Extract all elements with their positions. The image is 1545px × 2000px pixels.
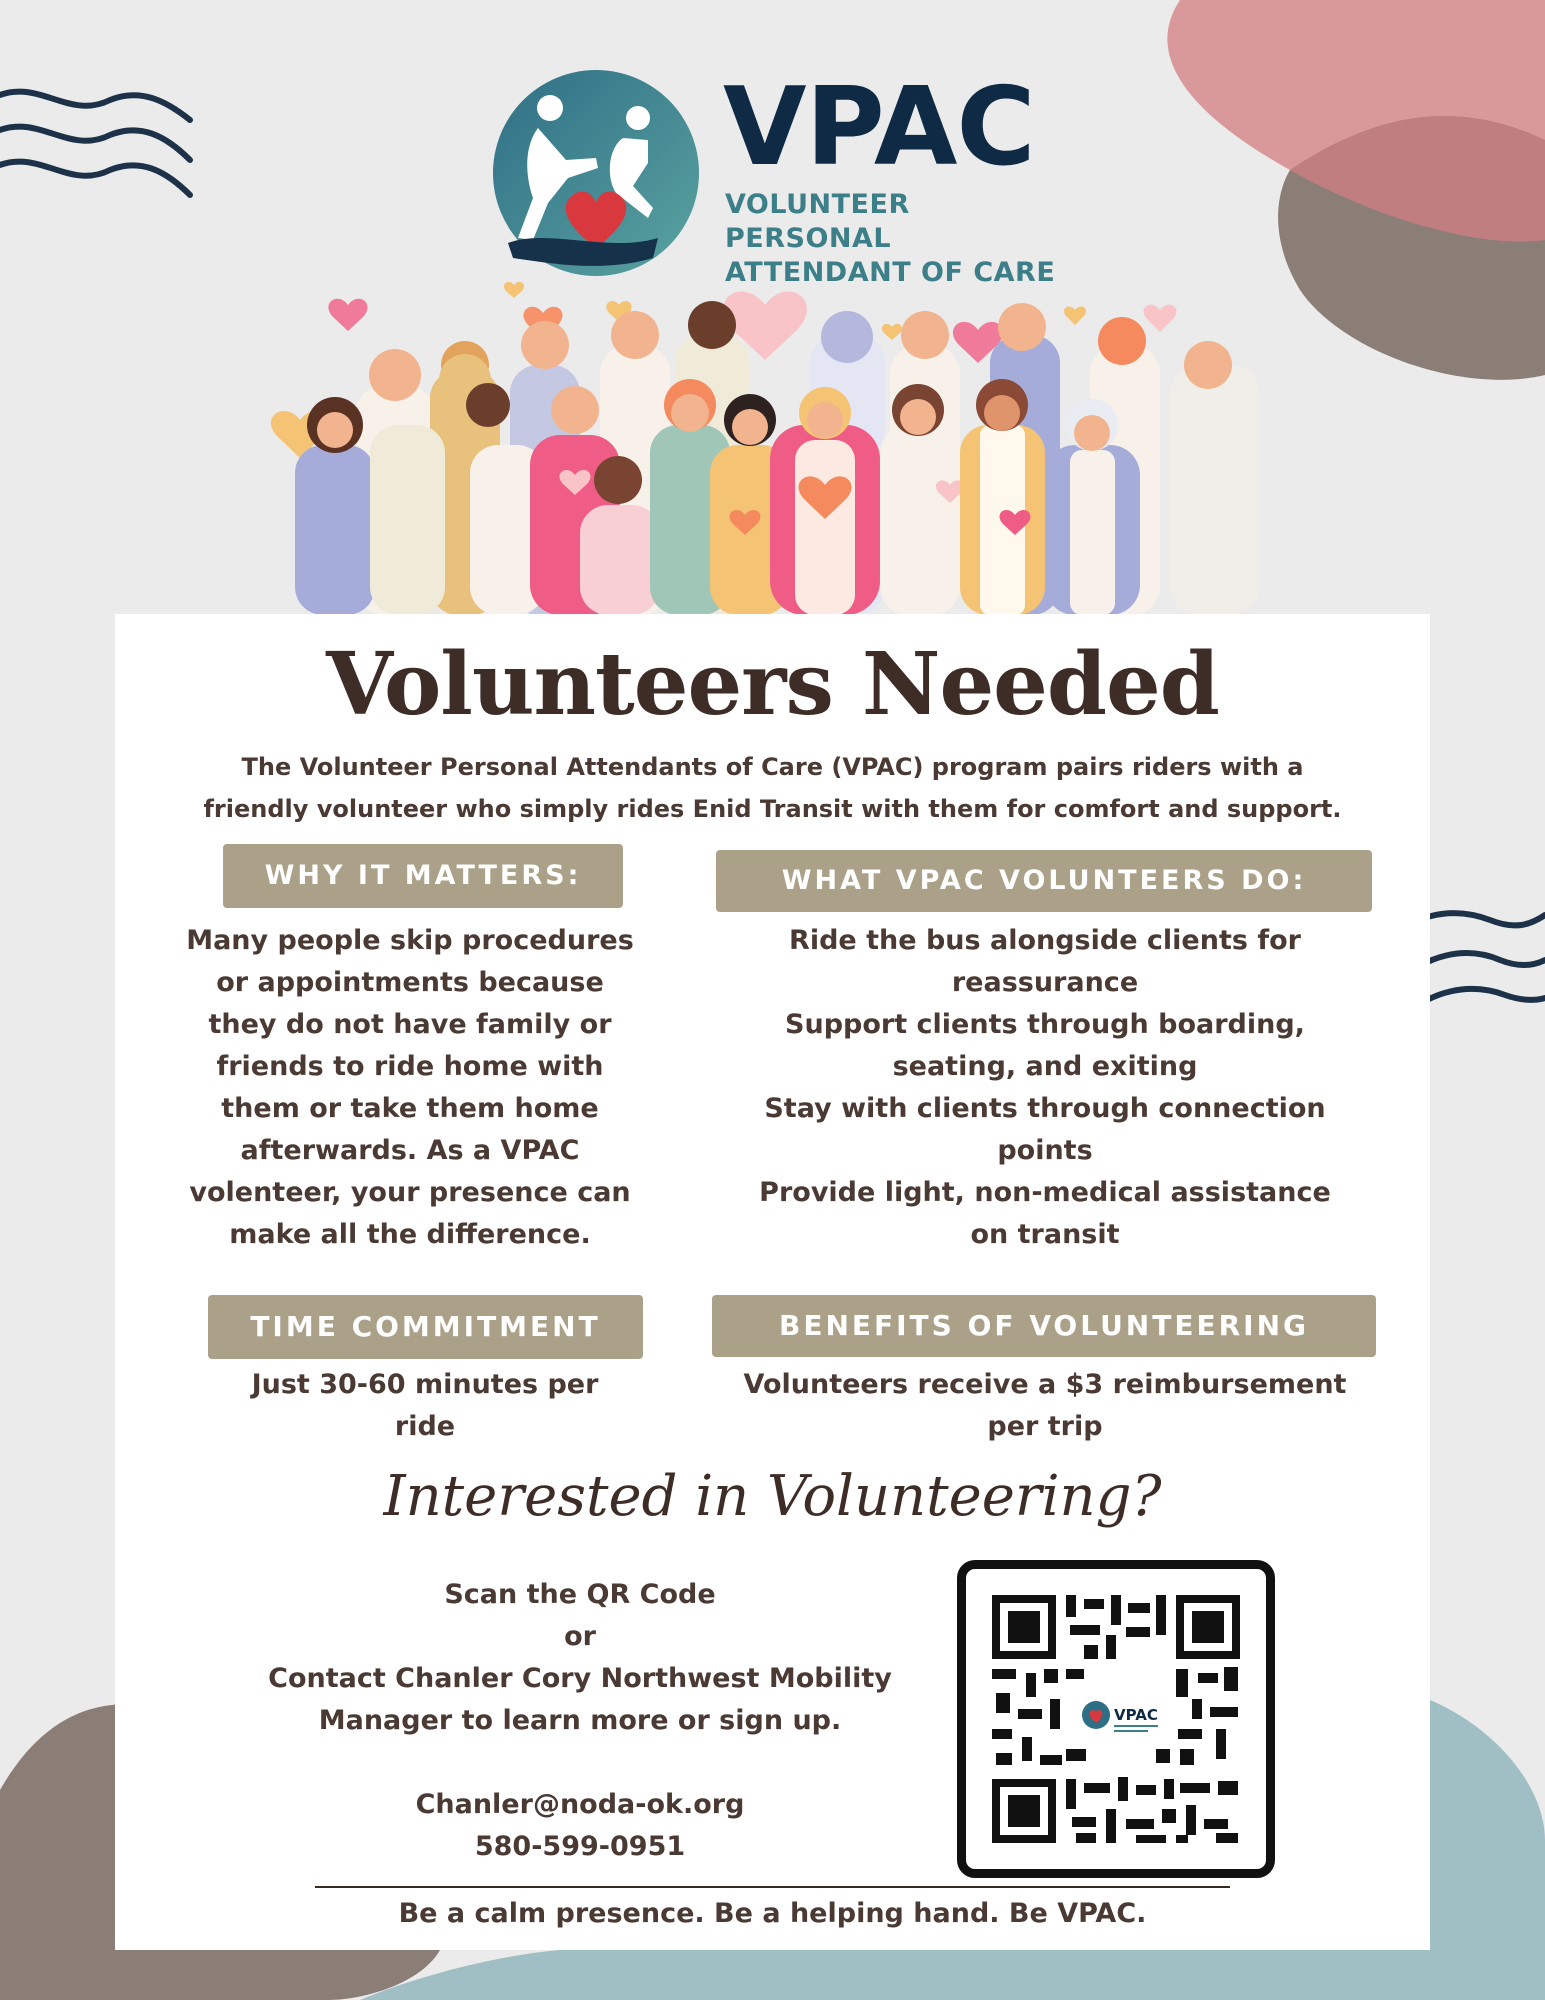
what-line: seating, and exiting	[892, 1051, 1198, 1082]
contact-email[interactable]: Chanler@noda-ok.org	[415, 1789, 745, 1820]
logo-title: VPAC	[723, 65, 1035, 190]
page-title: Volunteers Needed	[326, 634, 1219, 735]
what-line: Support clients through boarding,	[785, 1009, 1305, 1040]
vpac-logo	[488, 65, 1068, 288]
why-line: they do not have family or	[208, 1009, 612, 1040]
logo-subtitle-line1: VOLUNTEER PERSONAL	[725, 189, 910, 254]
logo-subtitle-line2: ATTENDANT OF CARE	[725, 257, 1056, 288]
volunteer-crowd-illustration	[270, 275, 1280, 615]
what-line: Ride the bus alongside clients for	[789, 925, 1301, 956]
time-commitment-heading: TIME COMMITMENT	[208, 1295, 643, 1359]
what-volunteers-do-heading: WHAT VPAC VOLUNTEERS DO:	[716, 850, 1372, 912]
qr-code-pattern-icon	[966, 1569, 1266, 1869]
qr-code[interactable]	[957, 1560, 1275, 1878]
what-line: points	[997, 1135, 1093, 1166]
what-volunteers-do-text	[705, 920, 1385, 1256]
intro-text	[145, 746, 1400, 830]
time-line: ride	[394, 1411, 456, 1442]
what-line: on transit	[970, 1219, 1120, 1250]
time-commitment-text	[175, 1364, 675, 1448]
what-line: Stay with clients through connection	[764, 1093, 1326, 1124]
benefits-heading: BENEFITS OF VOLUNTEERING	[712, 1295, 1376, 1357]
benefits-text	[705, 1364, 1385, 1448]
divider-line	[315, 1886, 1230, 1888]
what-line: Provide light, non-medical assistance	[759, 1177, 1331, 1208]
cta-heading: Interested in Volunteering?	[383, 1464, 1162, 1529]
why-line: make all the difference.	[229, 1219, 591, 1250]
benefits-line: Volunteers receive a $3 reimbursement	[743, 1369, 1347, 1400]
content-card	[115, 614, 1430, 1950]
what-line: reassurance	[951, 967, 1139, 998]
time-line: Just 30-60 minutes per	[251, 1369, 599, 1400]
cta-line: or	[564, 1621, 596, 1652]
why-it-matters-text	[155, 920, 665, 1256]
cta-line: Manager to learn more or sign up.	[318, 1705, 842, 1736]
cta-line: Contact Chanler Cory Northwest Mobility	[268, 1663, 892, 1694]
why-it-matters-heading: WHY IT MATTERS:	[223, 844, 623, 908]
tagline: Be a calm presence. Be a helping hand. Be VPAC.	[398, 1898, 1147, 1929]
intro-line-2: friendly volunteer who simply rides Enid Transit with them for comfort and support.	[203, 795, 1342, 823]
why-line: or appointments because	[216, 967, 604, 998]
qr-center-label: VPAC	[1114, 1706, 1158, 1724]
why-line: Many people skip procedures	[186, 925, 634, 956]
why-line: afterwards. As a VPAC	[240, 1135, 580, 1166]
cta-text	[255, 1574, 905, 1868]
contact-phone[interactable]: 580-599-0951	[474, 1831, 686, 1862]
logo-emblem-icon	[488, 68, 704, 278]
why-line: volenteer, your presence can	[189, 1177, 631, 1208]
wave-lines-top-left-icon	[0, 92, 190, 195]
why-line: them or take them home	[221, 1093, 599, 1124]
why-line: friends to ride home with	[216, 1051, 604, 1082]
intro-line-1: The Volunteer Personal Attendants of Care (VPAC) program pairs riders with a	[241, 753, 1304, 781]
benefits-line: per trip	[987, 1411, 1103, 1442]
cta-line: Scan the QR Code	[444, 1579, 716, 1610]
